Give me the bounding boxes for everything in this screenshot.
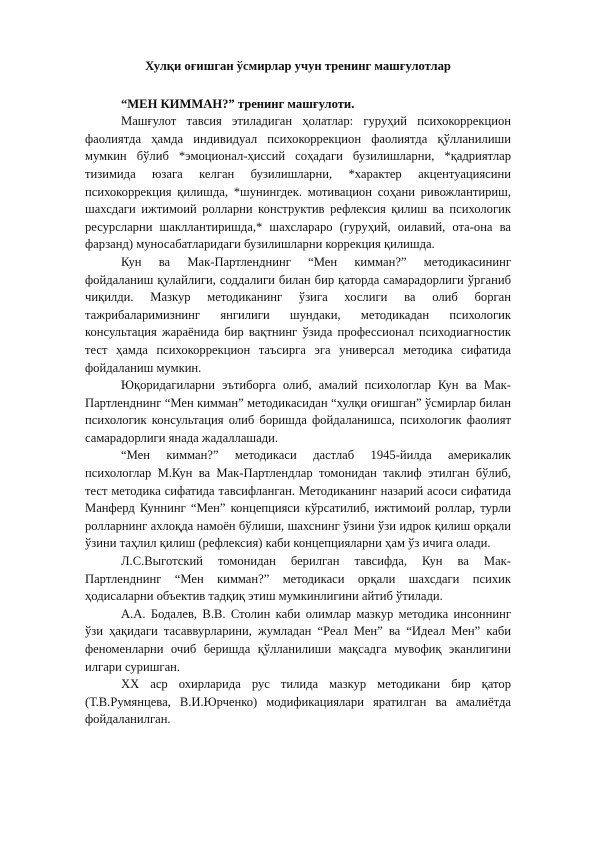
paragraph-5: Л.С.Выготский томонидан берилган тавсифда, Кун ва Мак-Партленднинг “Мен кимман?” методикаси орқали шахсдаги психик ҳодисаларни объектив тадқиқ этиш мумкинлигини айтиб ўтилади. xyxy=(85,554,511,604)
paragraph-7: XX аср охирларида рус тилида мазкур методикани бир қатор (Т.В.Румянцева, В.И.Юрченко) модификациялари яратилган ва амалиётда фойдаланилган. xyxy=(85,677,511,727)
paragraph-4: “Мен кимман?” методикаси дастлаб 1945-йилда америкалик психологлар М.Кун ва Мак-Партлендлар томонидан таклиф этилган бўлиб, тест методика сифатида тавсифланган. Методиканинг назарий асоси сифатида Манферд Куннинг “Мен” концепцияси кўрсатилиб, ижтимоий роллар, турли ролларнинг ахлоқда намоён бўлиши, шахснинг ўзини ўзи идрок қилиш орқали ўзини таҳлил қилиш (рефлексия) каби концепцияларни ҳам ўз ичига олади. xyxy=(85,448,511,551)
paragraph-6: А.А. Бодалев, В.В. Столин каби олимлар мазкур методика инсоннинг ўзи ҳақидаги тасаввурларини, жумладан “Реал Мен” ва “Идеал Мен” каби феноменларни очиб беришда қўлланилиши мақсадга мувофиқ эканлигини илгари суришган. xyxy=(85,606,511,674)
document-title: Хулқи оғишган ўсмирлар учун тренинг машғулотлар xyxy=(145,59,451,73)
paragraph-1: Машғулот тавсия этиладиган ҳолатлар: гуруҳий психокоррекцион фаолиятда ҳамда индивидуал психокоррекцион фаолиятда қўлланилиши мумкин бўлиб *эмоционал-ҳиссий соҳадаги бузилишларни, *қадриятлар тизимида юзага келган бузилишларни, *характер акцентуациясини психокоррекция қилишда, *шунингдек. мотивацион соҳани ривожлантириш, шахсдаги ижтимоий ролларни конструктив рефлексия қилиш ва психологик ресурсларни шакллантиришда,* шахслараро (гуруҳий, оилавий, ота-она ва фарзанд) муносабатларидаги бузилишларни коррекция қилишда. xyxy=(85,114,511,252)
paragraph-2: Кун ва Мак-Партленднинг “Мен кимман?” методикасининг фойдаланиш қулайлиги, соддалиги билан бир қаторда самарадорлиги ўрганиб чиқилди. Мазкур методиканинг ўзига хослиги ва олиб борган тажрибаларимизнинг янгилиги шундаки, методикадан психологик консультация жараёнида бир вақтнинг ўзида профессионал психодиагностик тест ҳамда психокоррекцион таъсирга эга универсал методика сифатида фойдаланиш мумкин. xyxy=(85,254,511,375)
paragraph-3: Юқоридагиларни эътиборга олиб, амалий психологлар Кун ва Мак-Партленднинг “Мен кимман” методикасидан “хулқи оғишган” ўсмирлар билан психологик консультация олиб боришда фойдаланишса, психологик фаолият самарадорлиги янада жадаллашади. xyxy=(85,378,511,445)
document-page xyxy=(85,58,511,729)
section-heading: “МЕН КИММАН?” тренинг машғулоти. xyxy=(121,96,355,111)
